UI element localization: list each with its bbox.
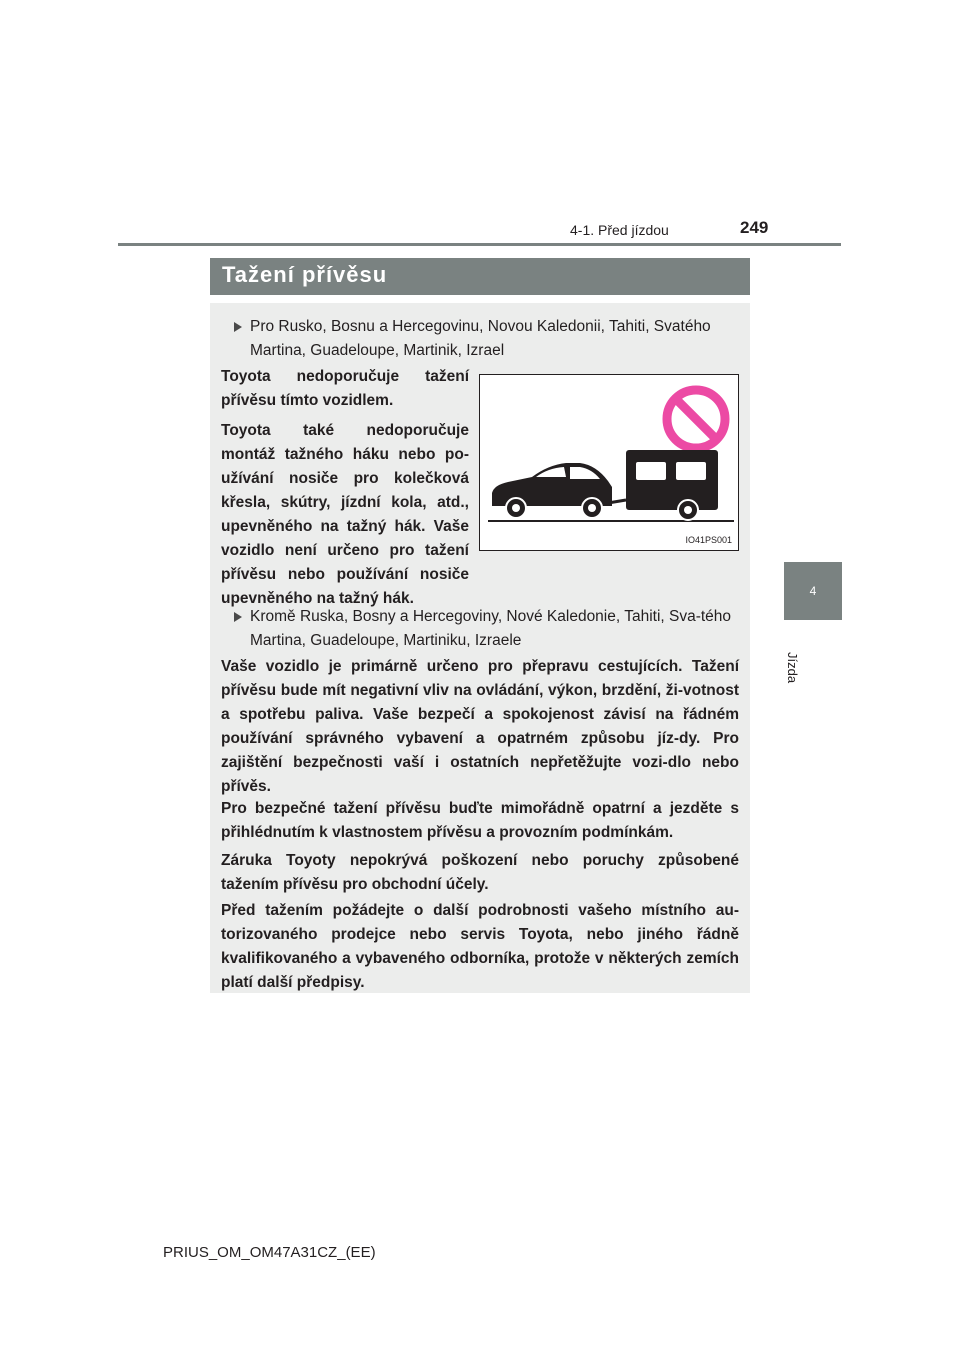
footer-document-code: PRIUS_OM_OM47A31CZ_(EE) (163, 1244, 376, 1261)
paragraph-no-hitch: Toyota také nedoporučuje montáž tažného háku nebo po-užívání nosiče pro kolečková křesla, skútry, jízdní kola, atd., upevněného na tažný hák. Vaše vozidlo není určeno pro tažení přívěsu nebo používání nosiče upevněného na tažný hák. (221, 422, 469, 607)
region-bullet-1 (234, 315, 740, 363)
bullet-triangle-icon (234, 322, 242, 332)
region-bullet-2 (234, 605, 740, 653)
paragraph-dealer-advice: Před tažením požádejte o další podrobnosti vašeho místního au-torizovaného prodejce nebo servis Toyota, nebo jiného řádně kvalifikovaného a vybaveného odborníka, protože v některých zemích platí další předpisy. (221, 902, 739, 991)
header-section-title: 4-1. Před jízdou (570, 222, 669, 238)
paragraph-safe-towing: Pro bezpečné tažení přívěsu buďte mimořádně opatrní a jezděte s přihlédnutím k vlastnostem přívěsu a provozním podmínkám. (221, 800, 739, 841)
bullet-text: Kromě Ruska, Bosny a Hercegoviny, Nové Kaledonie, Tahiti, Sva-tého Martina, Guadeloupe, Martiniku, Izraele (250, 608, 732, 649)
trailer-icon (608, 450, 718, 520)
content-box (210, 303, 750, 993)
paragraph-vehicle-purpose: Vaše vozidlo je primárně určeno pro přepravu cestujících. Tažení přívěsu bude mít negativní vliv na ovládání, výkon, brzdění, ži-votnost a spotřebu paliva. Vaše bezpečí a spokojenost závisí na řádném používání správného vybavení a opatrném způsobu jíz-dy. Pro zajištění bezpečnosti vaší i ostatních nepřetěžujte vozi-dlo nebo přívěs. (221, 658, 739, 795)
section-title: Tažení přívěsu (222, 262, 388, 287)
bullet-triangle-icon (234, 612, 242, 622)
prohibition-icon (667, 390, 725, 448)
paragraph-warranty: Záruka Toyoty nepokrývá poškození nebo poruchy způsobené tažením přívěsu pro obchodní účely. (221, 852, 739, 893)
figure-code: IO41PS001 (685, 535, 732, 545)
chapter-tab (784, 562, 842, 620)
chapter-number: 4 (809, 584, 817, 598)
paragraph-no-towing: Toyota nedoporučuje tažení přívěsu tímto vozidlem. (221, 368, 469, 409)
section-heading-bar (210, 258, 750, 295)
page-number: 249 (740, 218, 769, 237)
car-icon (492, 463, 612, 518)
car-trailer-prohibited-illustration (480, 375, 738, 550)
chapter-label: Jízda (785, 652, 800, 684)
header-divider (118, 243, 841, 246)
towing-illustration (479, 374, 739, 551)
bullet-text: Pro Rusko, Bosnu a Hercegovinu, Novou Kaledonii, Tahiti, Svatého Martina, Guadeloupe, Martinik, Izrael (250, 318, 711, 359)
